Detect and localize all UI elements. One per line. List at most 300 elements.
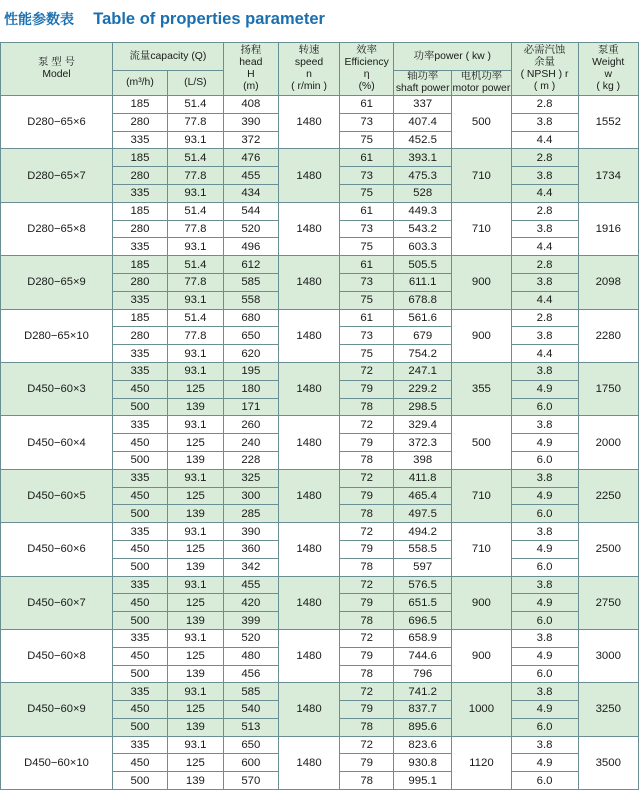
efficiency-cell: 78 <box>340 558 394 576</box>
npsh-cell: 3.8 <box>511 523 578 541</box>
capacity-m3h-cell: 185 <box>113 309 168 327</box>
model-cell: D280−65×8 <box>1 202 113 255</box>
head-cell: 620 <box>223 345 278 363</box>
shaft-power-cell: 678.8 <box>394 291 452 309</box>
speed-cell: 1480 <box>278 629 339 682</box>
weight-cell: 1734 <box>578 149 638 202</box>
shaft-power-cell: 393.1 <box>394 149 452 167</box>
capacity-ls-cell: 51.4 <box>167 256 223 274</box>
capacity-m3h-cell: 450 <box>113 540 168 558</box>
motor-power-cell: 710 <box>452 469 511 522</box>
table-row <box>1 256 639 274</box>
npsh-cell: 3.8 <box>511 273 578 291</box>
npsh-cell: 4.9 <box>511 487 578 505</box>
npsh-cell: 2.8 <box>511 309 578 327</box>
shaft-power-cell: 247.1 <box>394 362 452 380</box>
shaft-power-cell: 298.5 <box>394 398 452 416</box>
head-cell: 228 <box>223 451 278 469</box>
capacity-m3h-cell: 450 <box>113 701 168 719</box>
capacity-ls-cell: 77.8 <box>167 167 223 185</box>
capacity-ls-cell: 125 <box>167 594 223 612</box>
capacity-m3h-cell: 280 <box>113 220 168 238</box>
weight-header: 泵重 Weight w ( kg ) <box>578 43 638 96</box>
efficiency-cell: 61 <box>340 202 394 220</box>
shaft-power-cell: 475.3 <box>394 167 452 185</box>
capacity-m3h-cell: 450 <box>113 380 168 398</box>
weight-cell: 2500 <box>578 523 638 576</box>
capacity-ls-cell: 139 <box>167 451 223 469</box>
efficiency-cell: 72 <box>340 469 394 487</box>
capacity-m3h-cell: 185 <box>113 256 168 274</box>
capacity-m3h-cell: 335 <box>113 683 168 701</box>
shaft-power-cell: 329.4 <box>394 416 452 434</box>
head-cell: 476 <box>223 149 278 167</box>
efficiency-cell: 79 <box>340 647 394 665</box>
motor-power-cell: 1120 <box>452 736 511 789</box>
motor-power-cell: 355 <box>452 362 511 415</box>
npsh-cell: 3.8 <box>511 683 578 701</box>
efficiency-cell: 61 <box>340 309 394 327</box>
capacity-ls-cell: 93.1 <box>167 683 223 701</box>
shaft-power-cell: 337 <box>394 96 452 114</box>
capacity-ls-cell: 139 <box>167 505 223 523</box>
capacity-ls-cell: 77.8 <box>167 113 223 131</box>
npsh-cell: 4.4 <box>511 238 578 256</box>
head-cell: 513 <box>223 718 278 736</box>
shaft-power-cell: 930.8 <box>394 754 452 772</box>
efficiency-cell: 79 <box>340 594 394 612</box>
shaft-power-cell: 597 <box>394 558 452 576</box>
shaft-power-cell: 372.3 <box>394 434 452 452</box>
head-cell: 680 <box>223 309 278 327</box>
npsh-cell: 6.0 <box>511 718 578 736</box>
motor-power-cell: 500 <box>452 96 511 149</box>
capacity-ls-cell: 139 <box>167 665 223 683</box>
capacity-m3h-cell: 335 <box>113 576 168 594</box>
page-title <box>4 6 325 32</box>
capacity-ls-cell: 51.4 <box>167 96 223 114</box>
capacity-m3h-cell: 280 <box>113 167 168 185</box>
capacity-m3h-cell: 335 <box>113 345 168 363</box>
capacity-unit-ls: (L/S) <box>167 71 223 96</box>
motor-power-cell: 900 <box>452 309 511 362</box>
head-cell: 558 <box>223 291 278 309</box>
efficiency-cell: 79 <box>340 540 394 558</box>
power-header: 功率power ( kw ) <box>394 43 511 71</box>
efficiency-cell: 79 <box>340 701 394 719</box>
npsh-cell: 4.9 <box>511 434 578 452</box>
shaft-power-cell: 754.2 <box>394 345 452 363</box>
model-cell: D280−65×7 <box>1 149 113 202</box>
capacity-ls-cell: 93.1 <box>167 469 223 487</box>
model-cell: D450−60×3 <box>1 362 113 415</box>
head-cell: 650 <box>223 736 278 754</box>
efficiency-cell: 79 <box>340 754 394 772</box>
shaft-power-cell: 696.5 <box>394 612 452 630</box>
shaft-power-cell: 679 <box>394 327 452 345</box>
speed-cell: 1480 <box>278 576 339 629</box>
head-cell: 180 <box>223 380 278 398</box>
efficiency-cell: 78 <box>340 505 394 523</box>
capacity-m3h-cell: 185 <box>113 202 168 220</box>
speed-cell: 1480 <box>278 202 339 255</box>
capacity-m3h-cell: 450 <box>113 434 168 452</box>
efficiency-cell: 78 <box>340 398 394 416</box>
capacity-ls-cell: 125 <box>167 487 223 505</box>
capacity-m3h-cell: 185 <box>113 149 168 167</box>
motor-power-cell: 710 <box>452 149 511 202</box>
shaft-power-cell: 449.3 <box>394 202 452 220</box>
efficiency-cell: 78 <box>340 451 394 469</box>
head-cell: 540 <box>223 701 278 719</box>
capacity-m3h-cell: 450 <box>113 754 168 772</box>
capacity-ls-cell: 93.1 <box>167 291 223 309</box>
shaft-power-cell: 494.2 <box>394 523 452 541</box>
efficiency-cell: 72 <box>340 629 394 647</box>
shaft-power-cell: 543.2 <box>394 220 452 238</box>
head-cell: 285 <box>223 505 278 523</box>
head-cell: 520 <box>223 629 278 647</box>
npsh-cell: 3.8 <box>511 167 578 185</box>
capacity-m3h-cell: 500 <box>113 718 168 736</box>
model-cell: D450−60×6 <box>1 523 113 576</box>
table-row <box>1 149 639 167</box>
head-cell: 240 <box>223 434 278 452</box>
capacity-m3h-cell: 335 <box>113 131 168 149</box>
npsh-cell: 4.9 <box>511 594 578 612</box>
npsh-cell: 3.8 <box>511 629 578 647</box>
npsh-cell: 2.8 <box>511 96 578 114</box>
efficiency-cell: 75 <box>340 131 394 149</box>
head-cell: 455 <box>223 167 278 185</box>
speed-cell: 1480 <box>278 362 339 415</box>
capacity-m3h-cell: 280 <box>113 327 168 345</box>
capacity-ls-cell: 125 <box>167 540 223 558</box>
motor-power-cell: 900 <box>452 629 511 682</box>
speed-cell: 1480 <box>278 469 339 522</box>
table-row <box>1 629 639 647</box>
capacity-ls-cell: 93.1 <box>167 238 223 256</box>
npsh-cell: 3.8 <box>511 113 578 131</box>
npsh-cell: 2.8 <box>511 256 578 274</box>
capacity-m3h-cell: 500 <box>113 558 168 576</box>
capacity-ls-cell: 93.1 <box>167 345 223 363</box>
capacity-ls-cell: 125 <box>167 701 223 719</box>
npsh-cell: 4.9 <box>511 647 578 665</box>
weight-cell: 2280 <box>578 309 638 362</box>
efficiency-cell: 61 <box>340 256 394 274</box>
speed-cell: 1480 <box>278 149 339 202</box>
shaft-power-cell: 995.1 <box>394 772 452 790</box>
npsh-cell: 3.8 <box>511 220 578 238</box>
shaft-power-cell: 229.2 <box>394 380 452 398</box>
efficiency-cell: 79 <box>340 487 394 505</box>
shaft-power-cell: 741.2 <box>394 683 452 701</box>
npsh-cell: 3.8 <box>511 416 578 434</box>
head-cell: 420 <box>223 594 278 612</box>
table-body <box>1 96 639 790</box>
speed-cell: 1480 <box>278 96 339 149</box>
npsh-cell: 3.8 <box>511 362 578 380</box>
capacity-ls-cell: 51.4 <box>167 202 223 220</box>
weight-cell: 2000 <box>578 416 638 469</box>
npsh-cell: 6.0 <box>511 772 578 790</box>
weight-cell: 2750 <box>578 576 638 629</box>
capacity-unit-m3h: (m³/h) <box>113 71 168 96</box>
capacity-m3h-cell: 500 <box>113 612 168 630</box>
model-cell: D280−65×10 <box>1 309 113 362</box>
title-cn: 性能参数表 <box>4 12 74 28</box>
capacity-m3h-cell: 335 <box>113 416 168 434</box>
capacity-ls-cell: 51.4 <box>167 309 223 327</box>
shaft-power-cell: 611.1 <box>394 273 452 291</box>
npsh-cell: 3.8 <box>511 576 578 594</box>
head-cell: 171 <box>223 398 278 416</box>
capacity-m3h-cell: 335 <box>113 184 168 202</box>
shaft-power-cell: 465.4 <box>394 487 452 505</box>
table-row <box>1 469 639 487</box>
model-cell: D450−60×4 <box>1 416 113 469</box>
weight-cell: 1916 <box>578 202 638 255</box>
capacity-ls-cell: 93.1 <box>167 184 223 202</box>
motor-power-cell: 710 <box>452 523 511 576</box>
motor-power-header: 电机功率 motor power <box>452 71 511 94</box>
capacity-m3h-cell: 335 <box>113 238 168 256</box>
motor-power-cell: 900 <box>452 256 511 309</box>
head-header: 扬程 head H (m) <box>223 43 278 96</box>
head-cell: 480 <box>223 647 278 665</box>
capacity-ls-cell: 93.1 <box>167 736 223 754</box>
efficiency-cell: 75 <box>340 345 394 363</box>
npsh-cell: 4.4 <box>511 291 578 309</box>
npsh-cell: 4.9 <box>511 754 578 772</box>
efficiency-cell: 72 <box>340 736 394 754</box>
capacity-ls-cell: 93.1 <box>167 416 223 434</box>
efficiency-cell: 75 <box>340 291 394 309</box>
weight-cell: 1552 <box>578 96 638 149</box>
head-cell: 612 <box>223 256 278 274</box>
speed-cell: 1480 <box>278 736 339 789</box>
npsh-cell: 2.8 <box>511 149 578 167</box>
title-en: Table of properties parameter <box>93 10 325 28</box>
efficiency-cell: 75 <box>340 184 394 202</box>
capacity-m3h-cell: 335 <box>113 469 168 487</box>
efficiency-cell: 73 <box>340 113 394 131</box>
capacity-m3h-cell: 335 <box>113 523 168 541</box>
shaft-power-cell: 452.5 <box>394 131 452 149</box>
npsh-header: 必需汽蚀 余量 ( NPSH ) r ( m ) <box>511 43 578 96</box>
head-cell: 390 <box>223 523 278 541</box>
efficiency-cell: 72 <box>340 523 394 541</box>
capacity-ls-cell: 125 <box>167 380 223 398</box>
efficiency-cell: 61 <box>340 149 394 167</box>
efficiency-cell: 79 <box>340 380 394 398</box>
model-cell: D280−65×6 <box>1 96 113 149</box>
shaft-power-cell: 651.5 <box>394 594 452 612</box>
efficiency-cell: 75 <box>340 238 394 256</box>
motor-power-cell: 900 <box>452 576 511 629</box>
npsh-cell: 4.4 <box>511 131 578 149</box>
npsh-cell: 3.8 <box>511 736 578 754</box>
capacity-ls-cell: 93.1 <box>167 629 223 647</box>
efficiency-cell: 78 <box>340 772 394 790</box>
table-row <box>1 362 639 380</box>
capacity-m3h-cell: 280 <box>113 113 168 131</box>
npsh-cell: 3.8 <box>511 469 578 487</box>
head-cell: 496 <box>223 238 278 256</box>
head-cell: 456 <box>223 665 278 683</box>
head-cell: 195 <box>223 362 278 380</box>
model-header: 泵 型 号 Model <box>1 43 113 96</box>
head-cell: 520 <box>223 220 278 238</box>
npsh-cell: 6.0 <box>511 612 578 630</box>
motor-power-cell: 500 <box>452 416 511 469</box>
efficiency-cell: 73 <box>340 220 394 238</box>
table-row <box>1 523 639 541</box>
capacity-ls-cell: 139 <box>167 772 223 790</box>
capacity-m3h-cell: 500 <box>113 772 168 790</box>
capacity-ls-cell: 139 <box>167 718 223 736</box>
motor-power-cell: 710 <box>452 202 511 255</box>
capacity-ls-cell: 93.1 <box>167 576 223 594</box>
shaft-power-cell: 398 <box>394 451 452 469</box>
speed-cell: 1480 <box>278 309 339 362</box>
capacity-ls-cell: 125 <box>167 754 223 772</box>
table-row <box>1 416 639 434</box>
head-cell: 342 <box>223 558 278 576</box>
shaft-power-cell: 658.9 <box>394 629 452 647</box>
npsh-cell: 6.0 <box>511 398 578 416</box>
weight-cell: 1750 <box>578 362 638 415</box>
head-cell: 260 <box>223 416 278 434</box>
efficiency-header: 效率 Efficiency η (%) <box>340 43 394 96</box>
capacity-header: 流量capacity (Q) <box>113 43 224 71</box>
shaft-power-cell: 603.3 <box>394 238 452 256</box>
efficiency-cell: 78 <box>340 612 394 630</box>
capacity-ls-cell: 77.8 <box>167 273 223 291</box>
head-cell: 399 <box>223 612 278 630</box>
shaft-power-cell: 505.5 <box>394 256 452 274</box>
speed-header: 转速 speed n ( r/min ) <box>278 43 339 96</box>
model-cell: D450−60×10 <box>1 736 113 789</box>
npsh-cell: 4.9 <box>511 701 578 719</box>
head-cell: 360 <box>223 540 278 558</box>
capacity-m3h-cell: 335 <box>113 736 168 754</box>
capacity-m3h-cell: 335 <box>113 291 168 309</box>
capacity-ls-cell: 93.1 <box>167 362 223 380</box>
shaft-power-cell: 744.6 <box>394 647 452 665</box>
weight-cell: 2098 <box>578 256 638 309</box>
capacity-m3h-cell: 335 <box>113 362 168 380</box>
head-cell: 600 <box>223 754 278 772</box>
head-cell: 325 <box>223 469 278 487</box>
shaft-power-cell: 528 <box>394 184 452 202</box>
table-row <box>1 576 639 594</box>
npsh-cell: 6.0 <box>511 451 578 469</box>
shaft-power-cell: 823.6 <box>394 736 452 754</box>
capacity-m3h-cell: 450 <box>113 647 168 665</box>
weight-cell: 2250 <box>578 469 638 522</box>
capacity-ls-cell: 139 <box>167 558 223 576</box>
model-cell: D450−60×9 <box>1 683 113 736</box>
capacity-m3h-cell: 500 <box>113 398 168 416</box>
weight-cell: 3000 <box>578 629 638 682</box>
efficiency-cell: 72 <box>340 576 394 594</box>
head-cell: 408 <box>223 96 278 114</box>
capacity-m3h-cell: 500 <box>113 451 168 469</box>
weight-cell: 3250 <box>578 683 638 736</box>
head-cell: 585 <box>223 683 278 701</box>
capacity-m3h-cell: 280 <box>113 273 168 291</box>
capacity-m3h-cell: 450 <box>113 487 168 505</box>
head-cell: 372 <box>223 131 278 149</box>
shaft-power-cell: 837.7 <box>394 701 452 719</box>
npsh-cell: 4.9 <box>511 540 578 558</box>
npsh-cell: 3.8 <box>511 327 578 345</box>
capacity-m3h-cell: 500 <box>113 665 168 683</box>
model-cell: D450−60×7 <box>1 576 113 629</box>
speed-cell: 1480 <box>278 523 339 576</box>
table-row <box>1 736 639 754</box>
capacity-ls-cell: 77.8 <box>167 220 223 238</box>
head-cell: 650 <box>223 327 278 345</box>
shaft-power-cell: 895.6 <box>394 718 452 736</box>
efficiency-cell: 72 <box>340 683 394 701</box>
capacity-m3h-cell: 185 <box>113 96 168 114</box>
efficiency-cell: 73 <box>340 167 394 185</box>
shaft-power-cell: 576.5 <box>394 576 452 594</box>
shaft-power-header: 轴功率 shaft power <box>394 71 452 96</box>
table-row <box>1 202 639 220</box>
head-cell: 585 <box>223 273 278 291</box>
head-cell: 570 <box>223 772 278 790</box>
capacity-ls-cell: 93.1 <box>167 131 223 149</box>
npsh-cell: 6.0 <box>511 665 578 683</box>
efficiency-cell: 78 <box>340 665 394 683</box>
npsh-cell: 4.9 <box>511 380 578 398</box>
capacity-ls-cell: 125 <box>167 647 223 665</box>
npsh-cell: 2.8 <box>511 202 578 220</box>
capacity-ls-cell: 139 <box>167 612 223 630</box>
head-cell: 544 <box>223 202 278 220</box>
speed-cell: 1480 <box>278 683 339 736</box>
shaft-power-cell: 561.6 <box>394 309 452 327</box>
npsh-cell: 4.4 <box>511 184 578 202</box>
head-cell: 390 <box>223 113 278 131</box>
npsh-cell: 6.0 <box>511 505 578 523</box>
speed-cell: 1480 <box>278 416 339 469</box>
efficiency-cell: 79 <box>340 434 394 452</box>
head-cell: 434 <box>223 184 278 202</box>
shaft-power-cell: 558.5 <box>394 540 452 558</box>
properties-table <box>0 42 639 790</box>
model-cell: D280−65×9 <box>1 256 113 309</box>
capacity-m3h-cell: 450 <box>113 594 168 612</box>
capacity-ls-cell: 125 <box>167 434 223 452</box>
table-header <box>1 43 639 96</box>
table-row <box>1 683 639 701</box>
efficiency-cell: 73 <box>340 327 394 345</box>
shaft-power-cell: 796 <box>394 665 452 683</box>
weight-cell: 3500 <box>578 736 638 789</box>
npsh-cell: 6.0 <box>511 558 578 576</box>
capacity-m3h-cell: 335 <box>113 629 168 647</box>
motor-power-cell: 1000 <box>452 683 511 736</box>
efficiency-cell: 72 <box>340 416 394 434</box>
shaft-power-cell: 411.8 <box>394 469 452 487</box>
table-row <box>1 96 639 114</box>
capacity-ls-cell: 77.8 <box>167 327 223 345</box>
